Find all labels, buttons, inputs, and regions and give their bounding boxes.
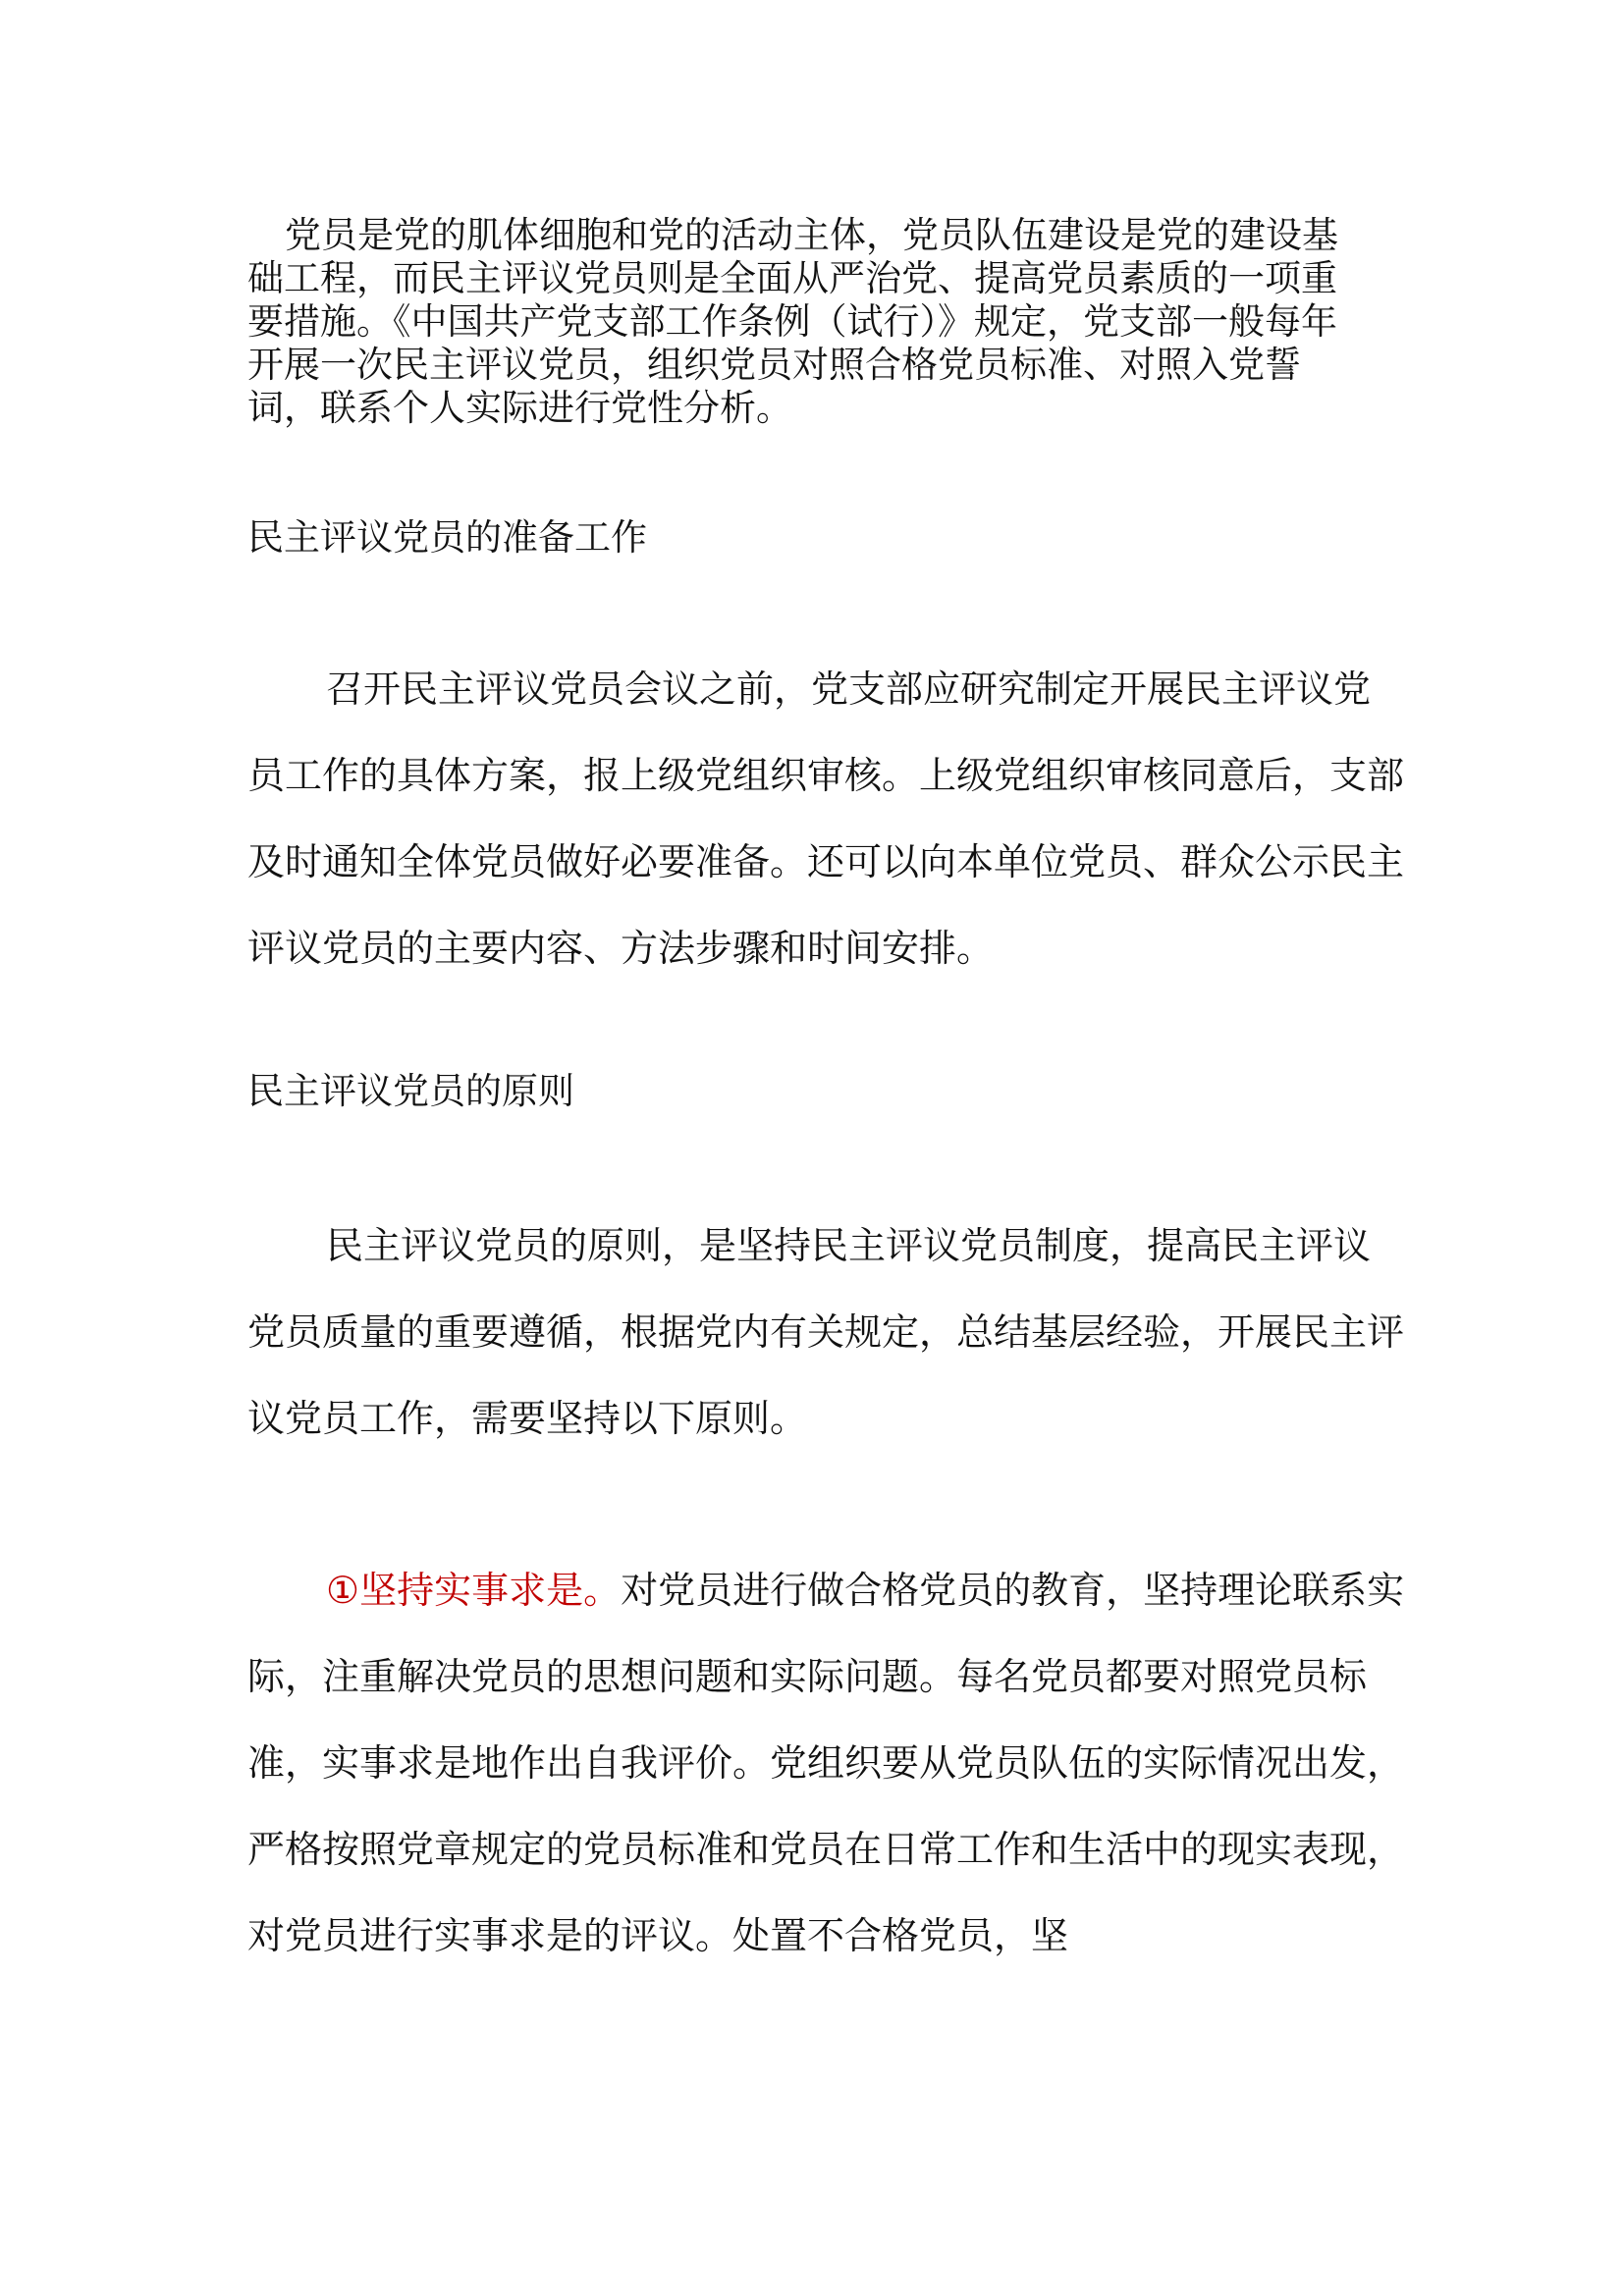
section-heading-preparation: 民主评议党员的准备工作 [247, 516, 647, 559]
principle-point-1 [247, 1547, 1406, 1979]
intro-paragraph: 党员是党的肌体细胞和党的活动主体，党员队伍建设是党的建设基础工程，而民主评议党员则是全面从严治党、提高党员素质的一项重要措施。《中国共产党支部工作条例（试行）》规定，党支部一般每年开展一次民主评议党员，组织党员对照合格党员标准、对照入党誓词，联系个人实际进行党性分析。 [247, 214, 1338, 429]
section-paragraph-principles: 民主评议党员的原则，是坚持民主评议党员制度，提高民主评议党员质量的重要遵循，根据党内有关规定，总结基层经验，开展民主评议党员工作，需要坚持以下原则。 [247, 1224, 1405, 1440]
principle-point-1-lead: ①坚持实事求是。 [326, 1569, 622, 1612]
section-paragraph-preparation: 召开民主评议党员会议之前，党支部应研究制定开展民主评议党员工作的具体方案，报上级党组织审核。上级党组织审核同意后，支部及时通知全体党员做好必要准备。还可以向本单位党员、群众公示民主评议党员的主要内容、方法步骤和时间安排。 [247, 667, 1405, 970]
section-heading-principles: 民主评议党员的原则 [247, 1070, 574, 1112]
principle-point-1-text: 对党员进行做合格党员的教育，坚持理论联系实际，注重解决党员的思想问题和实际问题。每名党员都要对照党员标准，实事求是地作出自我评价。党组织要从党员队伍的实际情况出发，严格按照党章规定的党员标准和党员在日常工作和生活中的现实表现，对党员进行实事求是的评议。处置不合格党员，坚 [247, 1569, 1405, 1957]
